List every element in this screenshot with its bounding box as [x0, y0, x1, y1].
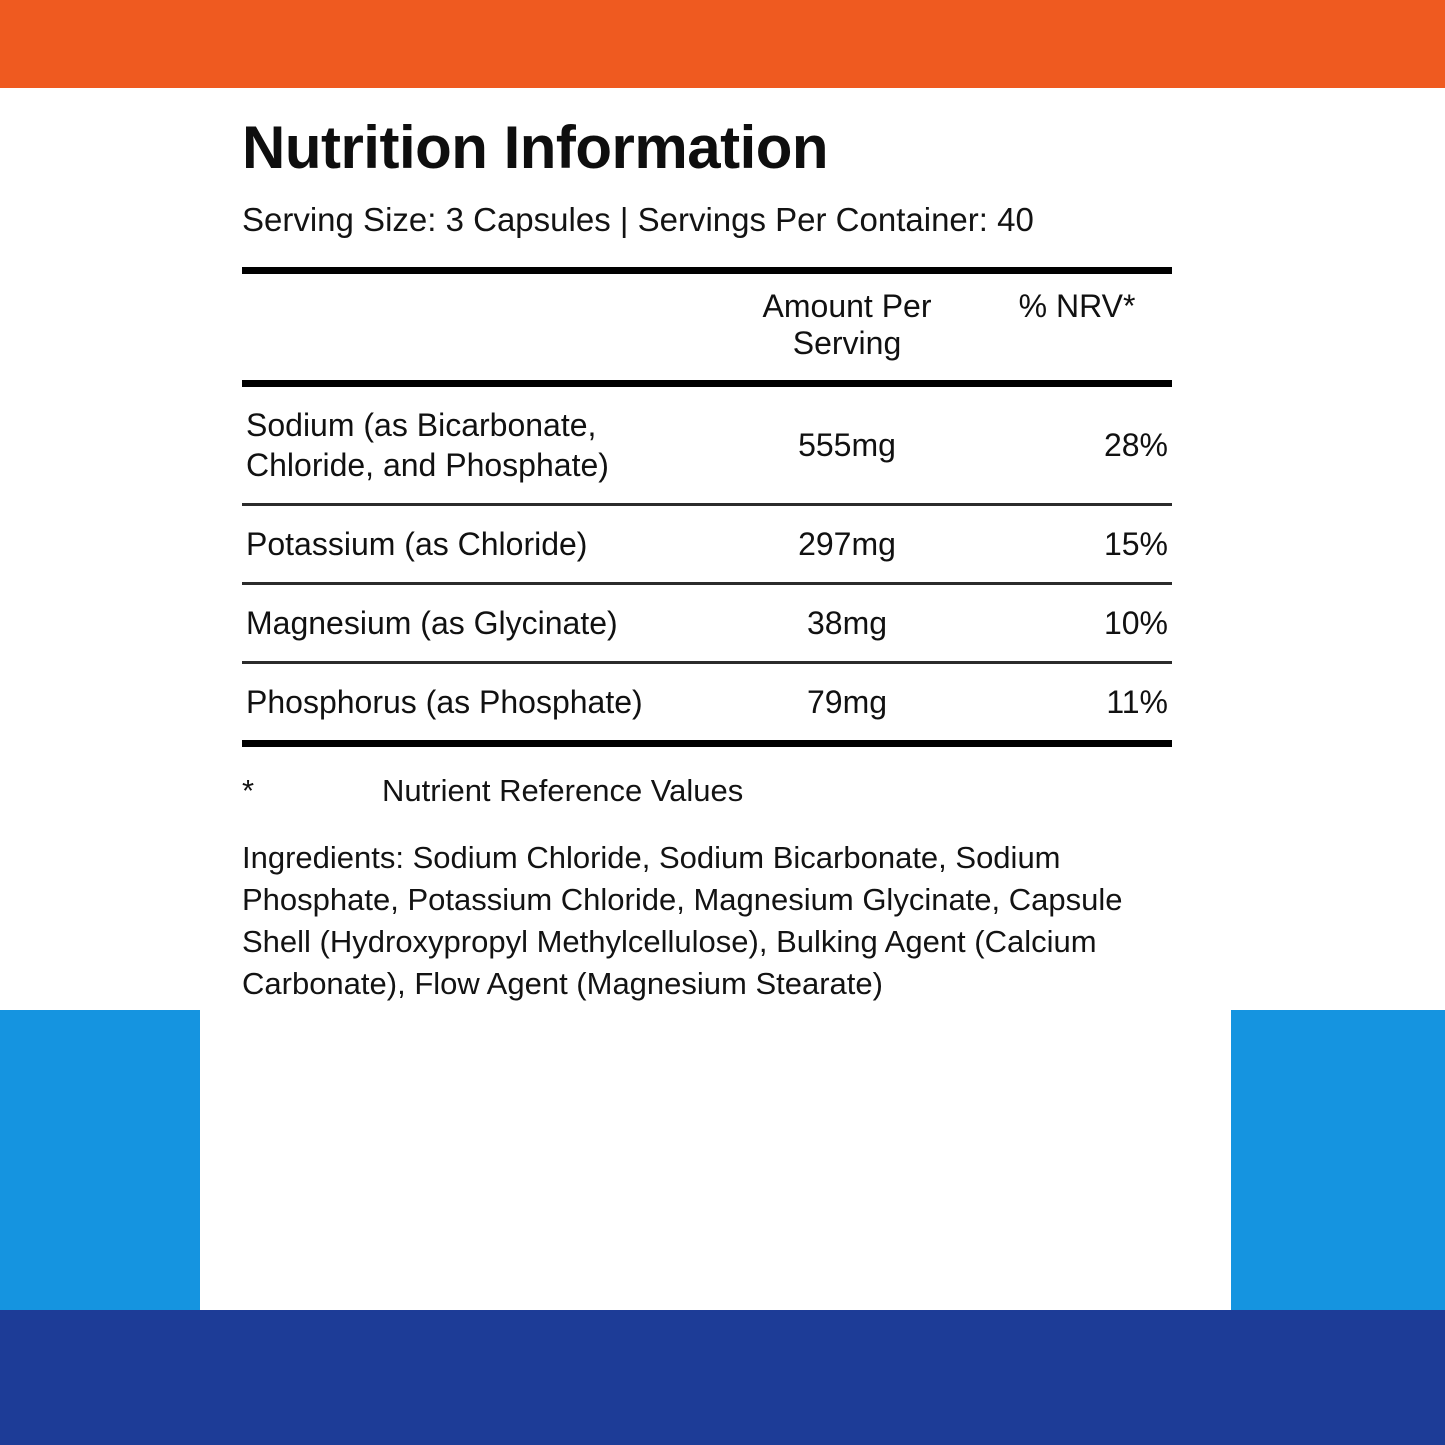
- serving-size-line: Serving Size: 3 Capsules | Servings Per Container: 40: [242, 201, 1034, 238]
- nutrient-amount: 79mg: [712, 663, 982, 744]
- table-row: [242, 584, 1172, 663]
- nutrition-panel: [200, 88, 1231, 1310]
- dark-blue-band: [0, 1310, 1445, 1445]
- nutrient-name: Potassium (as Chloride): [242, 505, 712, 584]
- table-row: [242, 505, 1172, 584]
- column-header-nrv: % NRV*: [1018, 288, 1136, 324]
- column-header-amount: Amount Per Serving: [762, 288, 932, 361]
- light-blue-band-right: [1231, 1010, 1445, 1310]
- table-row: [242, 384, 1172, 505]
- nutrient-name: Magnesium (as Glycinate): [242, 584, 712, 663]
- nutrient-amount: 297mg: [712, 505, 982, 584]
- table-row: [242, 663, 1172, 744]
- nutrient-name: Sodium (as Bicarbonate, Chloride, and Phosphate): [242, 384, 712, 505]
- nutrient-nrv: 11%: [982, 663, 1172, 744]
- orange-band: [0, 0, 1445, 88]
- nutrient-nrv: 10%: [982, 584, 1172, 663]
- footnote-symbol: *: [242, 773, 255, 808]
- footnote-text: Nutrient Reference Values: [382, 773, 744, 808]
- nutrient-nrv: 28%: [982, 384, 1172, 505]
- column-header-nutrient: [242, 271, 712, 384]
- nutrient-amount: 555mg: [712, 384, 982, 505]
- nutrient-amount: 38mg: [712, 584, 982, 663]
- light-blue-band-left: [0, 1010, 200, 1310]
- nutrition-table: [242, 267, 1172, 747]
- nutrient-nrv: 15%: [982, 505, 1172, 584]
- ingredients-text: Ingredients: Sodium Chloride, Sodium Bicarbonate, Sodium Phosphate, Potassium Chloride, Magnesium Glycinate, Capsule Shell (Hydroxypropyl Methylcellulose), Bulking Agent (Calcium Carbonate), Flow Agent (Magnesium Stearate): [242, 840, 1123, 1001]
- nrv-footnote: [242, 773, 1190, 809]
- page-title: Nutrition Information: [242, 114, 829, 181]
- nutrient-name: Phosphorus (as Phosphate): [242, 663, 712, 744]
